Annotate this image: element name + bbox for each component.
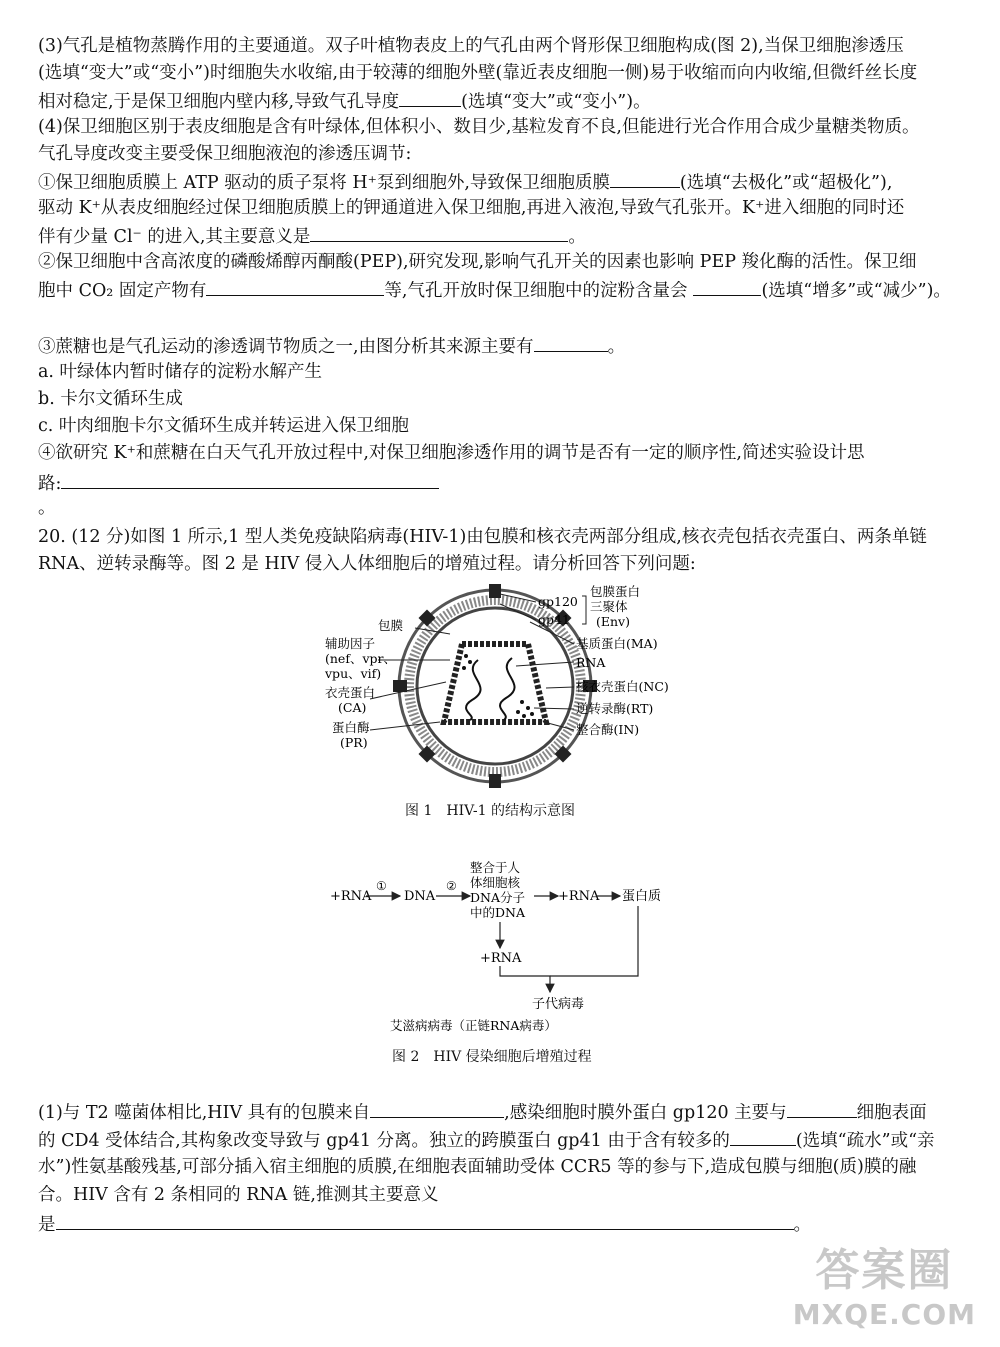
enzyme-dot <box>462 666 466 670</box>
p1-text-e: (选填“疏水”或“亲 <box>795 1131 935 1151</box>
label-env3: (Env) <box>596 614 630 629</box>
item2-text-d: (选填“增多”或“减少”)。 <box>761 281 951 301</box>
label-aux1: 辅助因子 <box>325 636 376 651</box>
label-gp41: gp41 <box>538 612 570 627</box>
q19-p3-line3-end: (选填“变大”或“变小”)。 <box>461 92 651 112</box>
label-gp120: gp120 <box>538 594 578 609</box>
answer-blank[interactable] <box>310 223 568 242</box>
item1-text-d: 伴有少量 Cl⁻ 的进入,其主要意义是 <box>38 227 311 247</box>
q19-p4-item2-line2 <box>38 277 951 303</box>
flow-progeny: 子代病毒 <box>532 997 585 1012</box>
spike <box>393 680 407 692</box>
label-rt: 逆转录酶(RT) <box>576 701 654 716</box>
rna-strand <box>466 660 481 720</box>
label-rna: RNA <box>576 655 606 670</box>
label-pr1: 蛋白酶 <box>332 720 370 735</box>
q19-p3-line3-text: 相对稳定,于是保卫细胞内壁内移,导致气孔导度 <box>38 92 400 112</box>
q19-p4-item4-end: 。 <box>38 498 56 518</box>
enzyme-dot <box>468 660 472 664</box>
label-envelope: 包膜 <box>378 618 404 633</box>
leader-line <box>370 682 446 699</box>
q19-p4-line1: (4)保卫细胞区别于表皮细胞是含有叶绿体,但体积小、数目少,基粒发育不良,但能进行光合作用合成少量糖类物质。 <box>38 117 920 137</box>
spike <box>489 584 501 598</box>
item2-text-c: 等,气孔开放时保卫细胞中的淀粉含量会 <box>384 281 688 301</box>
label-env2: 三聚体 <box>590 599 628 614</box>
item3-text-b: 。 <box>607 337 626 357</box>
flow-arrow <box>550 906 638 976</box>
q19-p4-item1-line2: 驱动 K⁺从表皮细胞经过保卫细胞质膜上的钾通道进入保卫细胞,再进入液泡,导致气孔张开。K⁺进入细胞的同时还 <box>38 198 905 218</box>
answer-blank[interactable] <box>370 1099 504 1118</box>
item4-text-b: 路: <box>38 474 62 494</box>
leader-line <box>534 708 574 709</box>
item1-text-b: (选填“去极化”或“超极化”), <box>679 173 893 193</box>
enzyme-dot <box>516 710 520 714</box>
watermark-line1: 答案圈 <box>815 1245 954 1296</box>
flow-arrow <box>500 966 550 992</box>
q19-p4-item3-line1 <box>38 333 625 359</box>
p1-text-f: 是 <box>38 1215 56 1235</box>
label-nc: 核衣壳蛋白(NC) <box>576 679 669 694</box>
answer-blank[interactable] <box>730 1127 796 1146</box>
p1-text-b: ,感染细胞时膜外蛋白 gp120 主要与 <box>504 1103 787 1123</box>
flow-start-rna: +RNA <box>330 889 372 904</box>
flow-dna: DNA <box>404 889 436 904</box>
flow-virus-note: 艾滋病病毒（正链RNA病毒） <box>390 1018 557 1033</box>
enzyme-dot <box>530 712 534 716</box>
item3-text-a: ③蔗糖也是气孔运动的渗透调节物质之一,由图分析其来源主要有 <box>38 337 534 357</box>
flow-step2: ② <box>446 879 457 893</box>
enzyme-dot <box>522 714 526 718</box>
q20-intro-line1: 20. (12 分)如图 1 所示,1 型人类免疫缺陷病毒(HIV-1)由包膜和核衣壳两部分组成,核衣壳包括衣壳蛋白、两条单链 <box>38 527 927 547</box>
enzyme-dot <box>520 700 524 704</box>
q19-p4-item4-line2 <box>38 470 439 496</box>
item1-text-e: 。 <box>568 227 586 247</box>
answer-blank[interactable] <box>56 1211 794 1230</box>
q19-p4-item1-line1 <box>38 169 892 195</box>
label-ma: 基质蛋白(MA) <box>576 636 658 651</box>
flow-integrated-3: DNA分子 <box>470 890 525 905</box>
q20-p1-line4: 合。HIV 含有 2 条相同的 RNA 链,推测其主要意义 <box>38 1185 439 1205</box>
q19-option-c: c. 叶肉细胞卡尔文循环生成并转运进入保卫细胞 <box>38 416 409 436</box>
answer-blank[interactable] <box>206 277 384 296</box>
answer-blank[interactable] <box>399 88 461 107</box>
label-in: 整合酶(IN) <box>576 722 640 737</box>
label-ca1: 衣壳蛋白 <box>325 685 376 700</box>
item2-text-b: 胞中 CO₂ 固定产物有 <box>38 281 207 301</box>
label-aux2: (nef、vpr、 <box>325 651 396 666</box>
spike <box>489 774 501 788</box>
p1-text-a: (1)与 T2 噬菌体相比,HIV 具有的包膜来自 <box>38 1103 371 1123</box>
flow-integrated-4: 中的DNA <box>470 905 525 920</box>
q20-p1-line2 <box>38 1127 935 1153</box>
bracket <box>582 596 586 624</box>
flow-step1: ① <box>376 879 387 893</box>
hiv-proliferation-figure <box>320 852 700 1038</box>
enzymes <box>462 654 534 718</box>
figure2-caption: 图 2 HIV 侵染细胞后增殖过程 <box>392 1049 592 1065</box>
label-pr2: (PR) <box>340 735 368 750</box>
q20-p1-line3: 水”)性氨基酸残基,可部分插入宿主细胞的质膜,在细胞表面辅助受体 CCR5 等的参与下,造成包膜与细胞(质)膜的融 <box>38 1157 917 1177</box>
label-aux3: vpu、vif) <box>325 666 382 681</box>
rna-strand <box>500 658 515 720</box>
answer-blank[interactable] <box>787 1099 857 1118</box>
q19-p4-item4-line1: ④欲研究 K⁺和蔗糖在白天气孔开放过程中,对保卫细胞渗透作用的调节是否有一定的顺序性,简述实验设计思 <box>38 443 865 463</box>
q19-p4-item2-line1: ②保卫细胞中含高浓度的磷酸烯醇丙酮酸(PEP),研究发现,影响气孔开关的因素也影响 PEP 羧化酶的活性。保卫细 <box>38 252 917 272</box>
p1-text-c: 细胞表面 <box>856 1103 927 1123</box>
label-env1: 包膜蛋白 <box>590 584 641 599</box>
answer-blank[interactable] <box>693 277 761 296</box>
item1-text-a: ①保卫细胞质膜上 ATP 驱动的质子泵将 H⁺泵到细胞外,导致保卫细胞质膜 <box>38 173 610 193</box>
answer-blank[interactable] <box>534 333 608 352</box>
capsid <box>444 644 546 722</box>
p1-text-d: 的 CD4 受体结合,其构象改变导致与 gp41 分离。独立的跨膜蛋白 gp41 由于含有较多的 <box>38 1131 730 1151</box>
p1-text-g: 。 <box>793 1215 811 1235</box>
figure1-caption: 图 1 HIV-1 的结构示意图 <box>405 803 576 819</box>
q20-p1-line5 <box>38 1211 811 1237</box>
q19-p4-line2: 气孔导度改变主要受保卫细胞液泡的渗透压调节: <box>38 144 412 164</box>
flow-rna3: +RNA <box>480 951 522 966</box>
flow-integrated-2: 体细胞核 <box>470 875 521 890</box>
q19-option-a: a. 叶绿体内暂时储存的淀粉水解产生 <box>38 362 323 382</box>
flow-integrated-1: 整合于人 <box>470 860 521 875</box>
q19-p3-line2: (选填“变大”或“变小”)时细胞失水收缩,由于较薄的细胞外壁(靠近表皮细胞一侧)易于收缩而向内收缩,但微纤丝长度 <box>38 63 918 83</box>
answer-blank[interactable] <box>61 470 439 489</box>
answer-blank[interactable] <box>610 169 680 188</box>
enzyme-dot <box>526 706 530 710</box>
hiv-structure-figure <box>300 582 700 792</box>
q19-p3-line1: (3)气孔是植物蒸腾作用的主要通道。双子叶植物表皮上的气孔由两个肾形保卫细胞构成(图 2),当保卫细胞渗透压 <box>38 36 904 56</box>
q19-p4-item1-line3 <box>38 223 586 249</box>
enzyme-dot <box>464 654 468 658</box>
watermark-line2: MXQE.COM <box>792 1298 976 1331</box>
label-ca2: (CA) <box>338 700 367 715</box>
q19-p3-line3 <box>38 88 651 114</box>
watermark <box>793 1234 976 1331</box>
q20-intro-line2: RNA、逆转录酶等。图 2 是 HIV 侵入人体细胞后的增殖过程。请分析回答下列问题: <box>38 554 696 574</box>
flow-rna2: +RNA <box>558 889 600 904</box>
leader-line <box>516 662 574 666</box>
q20-p1-line1 <box>38 1099 927 1125</box>
leader-line <box>546 687 574 688</box>
q19-option-b: b. 卡尔文循环生成 <box>38 389 183 409</box>
flow-protein: 蛋白质 <box>622 889 662 904</box>
